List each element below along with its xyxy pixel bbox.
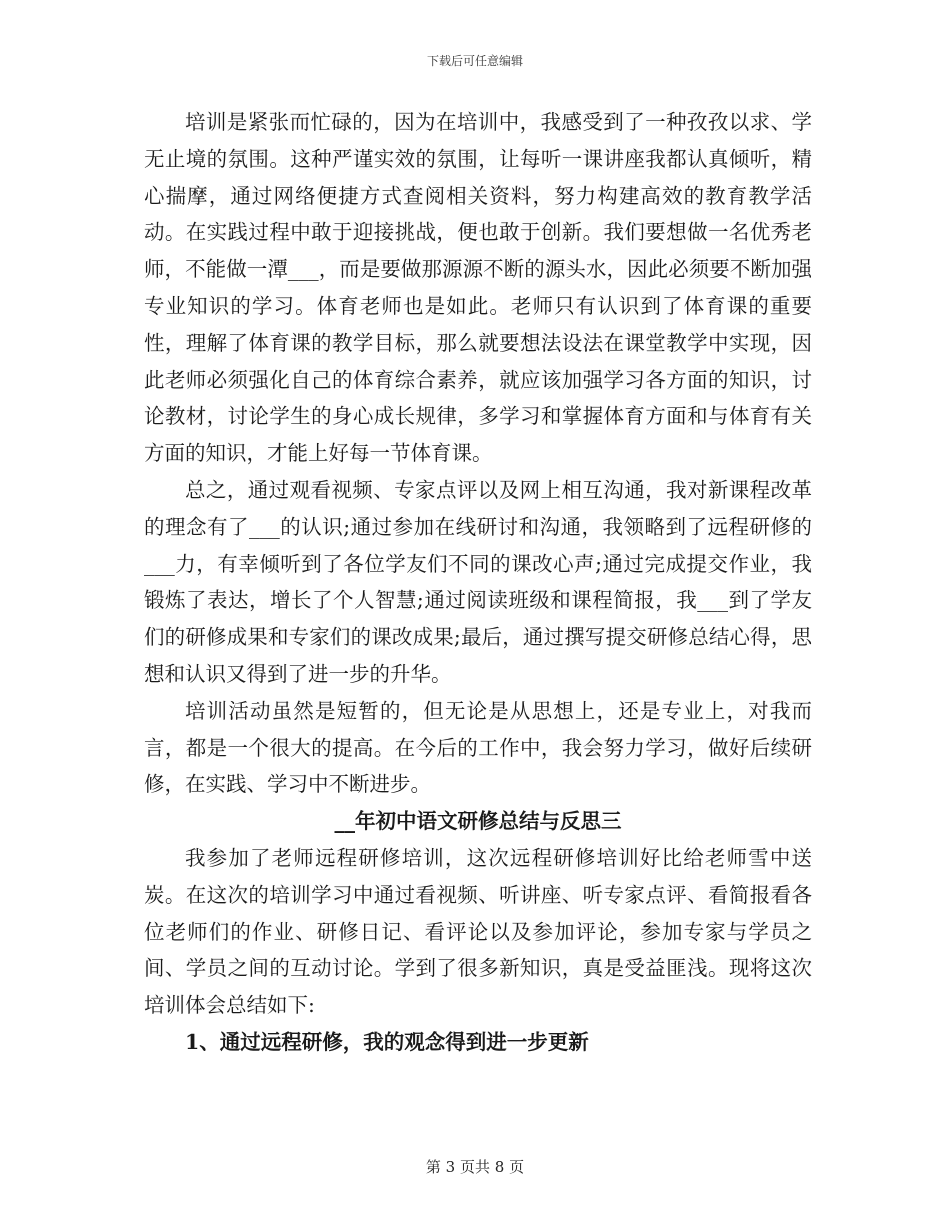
subheading-point-1: 1、通过远程研修，我的观念得到进一步更新 bbox=[185, 1029, 589, 1054]
page-header-note: 下载后可任意编辑 bbox=[426, 54, 523, 68]
section-title: __年初中语文研修总结与反思三 bbox=[334, 809, 622, 834]
page-number: 第 3 页共 8 页 bbox=[425, 1158, 525, 1176]
paragraph-summary: 总之，通过观看视频、专家点评以及网上相互沟通，我对新课程改革的理念有了___的认识;通过参加在线研讨和沟通，我领略到了远程研修的___力，有幸倾听到了各位学友们不同的课改心声;通过完成提交作业，我锻炼了表达，增长了个人智慧;通过阅读班级和课程简报，我___到了学友们的研修成果和专家们的课改成果;最后，通过撰写提交研修总结心得，思想和认识又得到了进一步的升华。 bbox=[144, 477, 812, 686]
paragraph-section-intro: 我参加了老师远程研修培训，这次远程研修培训好比给老师雪中送炭。在这次的培训学习中通过看视频、听讲座、听专家点评、看简报看各位老师们的作业、研修日记、看评论以及参加评论，参加专家与学员之间、学员之间的互动讨论。学到了很多新知识，真是受益匪浅。现将这次培训体会总结如下: bbox=[144, 845, 812, 1018]
paragraph-training: 培训是紧张而忙碌的，因为在培训中，我感受到了一种孜孜以求、学无止境的氛围。这种严谨实效的氛围，让每听一课讲座我都认真倾听，精心揣摩，通过网络便捷方式查阅相关资料，努力构建高效的教育教学活动。在实践过程中敢于迎接挑战，便也敢于创新。我们要想做一名优秀老师，不能做一潭___，而是要做那源源不断的源头水，因此必须要不断加强专业知识的学习。体育老师也是如此。老师只有认识到了体育课的重要性，理解了体育课的教学目标，那么就要想法设法在课堂教学中实现，因此老师必须强化自己的体育综合素养，就应该加强学习各方面的知识，讨论教材，讨论学生的身心成长规律，多学习和掌握体育方面和与体育有关方面的知识，才能上好每一节体育课。 bbox=[144, 110, 812, 466]
paragraph-conclusion: 培训活动虽然是短暂的，但无论是从思想上，还是专业上，对我而言，都是一个很大的提高。在今后的工作中，我会努力学习，做好后续研修，在实践、学习中不断进步。 bbox=[144, 698, 812, 797]
document-body bbox=[144, 104, 812, 1061]
